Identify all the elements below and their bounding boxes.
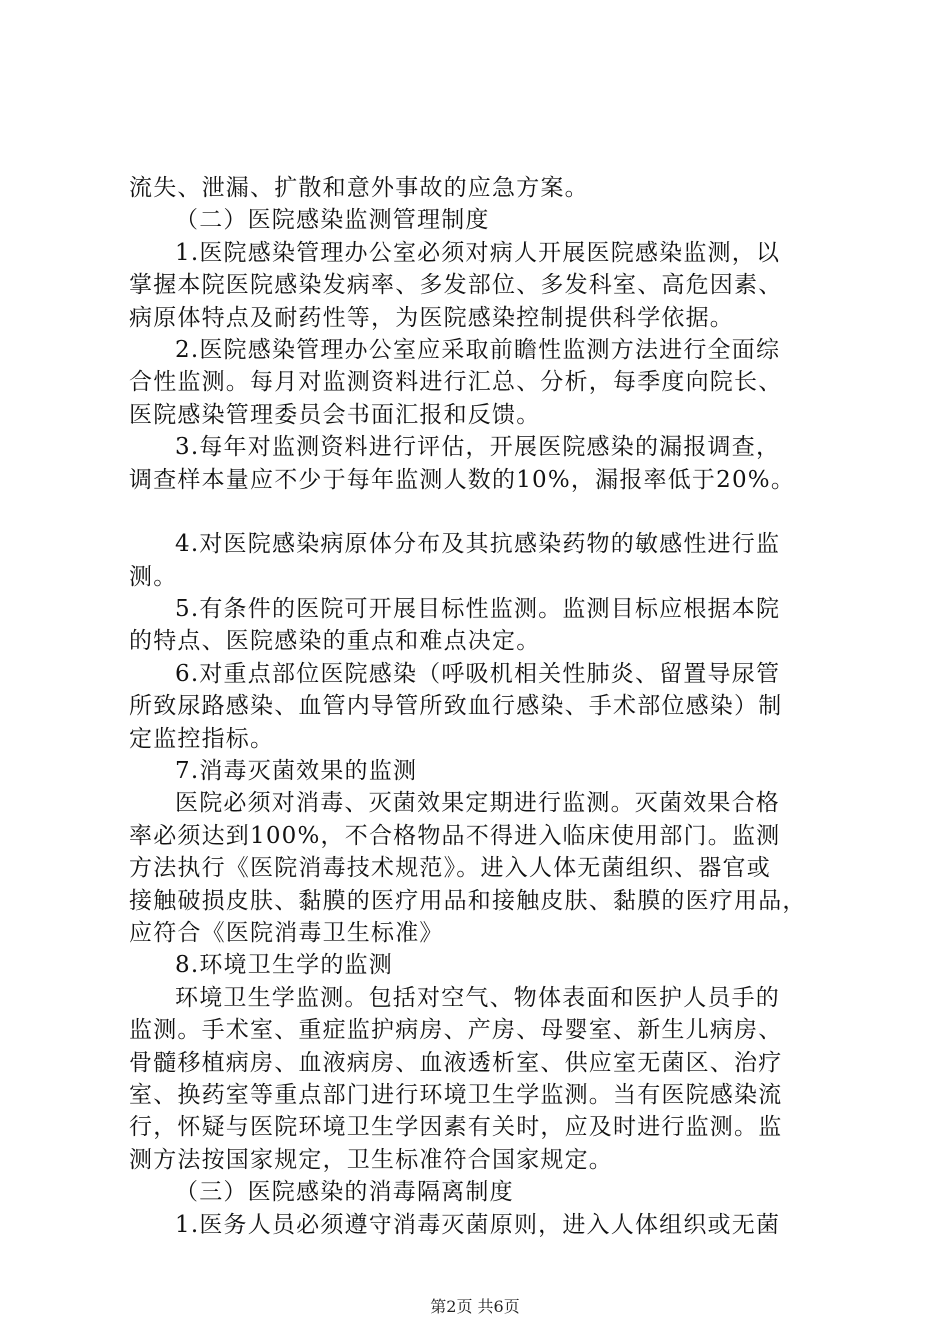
text-line: 5.有条件的医院可开展目标性监测。监测目标应根据本院	[175, 596, 781, 623]
text-line: 6.对重点部位医院感染（呼吸机相关性肺炎、留置导尿管	[175, 660, 781, 687]
text-line: 掌握本院医院感染发病率、多发部位、多发科室、高危因素、	[129, 272, 783, 299]
text-line: 定监控指标。	[129, 725, 275, 752]
text-line: 的特点、医院感染的重点和难点决定。	[129, 628, 541, 655]
text-line: 骨髓移植病房、血液病房、血液透析室、供应室无菌区、治疗	[129, 1049, 783, 1076]
text-line: 测方法按国家规定，卫生标准符合国家规定。	[129, 1146, 613, 1173]
text-line: 8.环境卫生学的监测	[175, 952, 393, 979]
text-line: 流失、泄漏、扩散和意外事故的应急方案。	[129, 175, 589, 201]
blank-line	[129, 496, 833, 528]
text-line: 1.医务人员必须遵守消毒灭菌原则，进入人体组织或无菌	[175, 1211, 781, 1238]
text-line: 环境卫生学监测。包括对空气、物体表面和医护人员手的	[175, 984, 780, 1011]
text-line: 室、换药室等重点部门进行环境卫生学监测。当有医院感染流	[129, 1081, 783, 1108]
text-line: 率必须达到100%，不合格物品不得进入临床使用部门。监测	[129, 822, 781, 849]
text-line: 2.医院感染管理办公室应采取前瞻性监测方法进行全面综	[175, 336, 781, 363]
text-line: 调查样本量应不少于每年监测人数的10%，漏报率低于20%。	[129, 466, 796, 493]
text-line: 监测。手术室、重症监护病房、产房、母婴室、新生儿病房、	[129, 1017, 783, 1044]
text-line: 医院必须对消毒、灭菌效果定期进行监测。灭菌效果合格	[175, 790, 780, 817]
text-line: 行，怀疑与医院环境卫生学因素有关时，应及时进行监测。监	[129, 1114, 783, 1141]
text-line: 合性监测。每月对监测资料进行汇总、分析，每季度向院长、	[129, 369, 783, 396]
text-line: 接触破损皮肤、黏膜的医疗用品和接触皮肤、黏膜的医疗用品，	[129, 887, 807, 914]
page-footer: 第2页 共6页	[430, 1297, 520, 1316]
text-line: 4.对医院感染病原体分布及其抗感染药物的敏感性进行监	[175, 531, 781, 558]
text-line: 方法执行《医院消毒技术规范》。进入人体无菌组织、器官或	[129, 855, 771, 882]
text-line: 1.医院感染管理办公室必须对病人开展医院感染监测，以	[175, 239, 781, 266]
text-line: 病原体特点及耐药性等，为医院感染控制提供科学依据。	[129, 304, 734, 331]
text-line: （三）医院感染的消毒隔离制度	[175, 1179, 514, 1206]
text-line: 7.消毒灭菌效果的监测	[175, 758, 418, 785]
text-line: （二）医院感染监测管理制度	[175, 207, 490, 234]
text-line: 应符合《医院消毒卫生标准》	[129, 919, 444, 946]
text-line: 所致尿路感染、血管内导管所致血行感染、手术部位感染）制	[129, 693, 783, 720]
text-line: 测。	[129, 563, 178, 590]
document-body	[129, 172, 833, 1241]
text-line: 医院感染管理委员会书面汇报和反馈。	[129, 401, 541, 428]
text-line: 3.每年对监测资料进行评估，开展医院感染的漏报调查，	[175, 434, 781, 461]
